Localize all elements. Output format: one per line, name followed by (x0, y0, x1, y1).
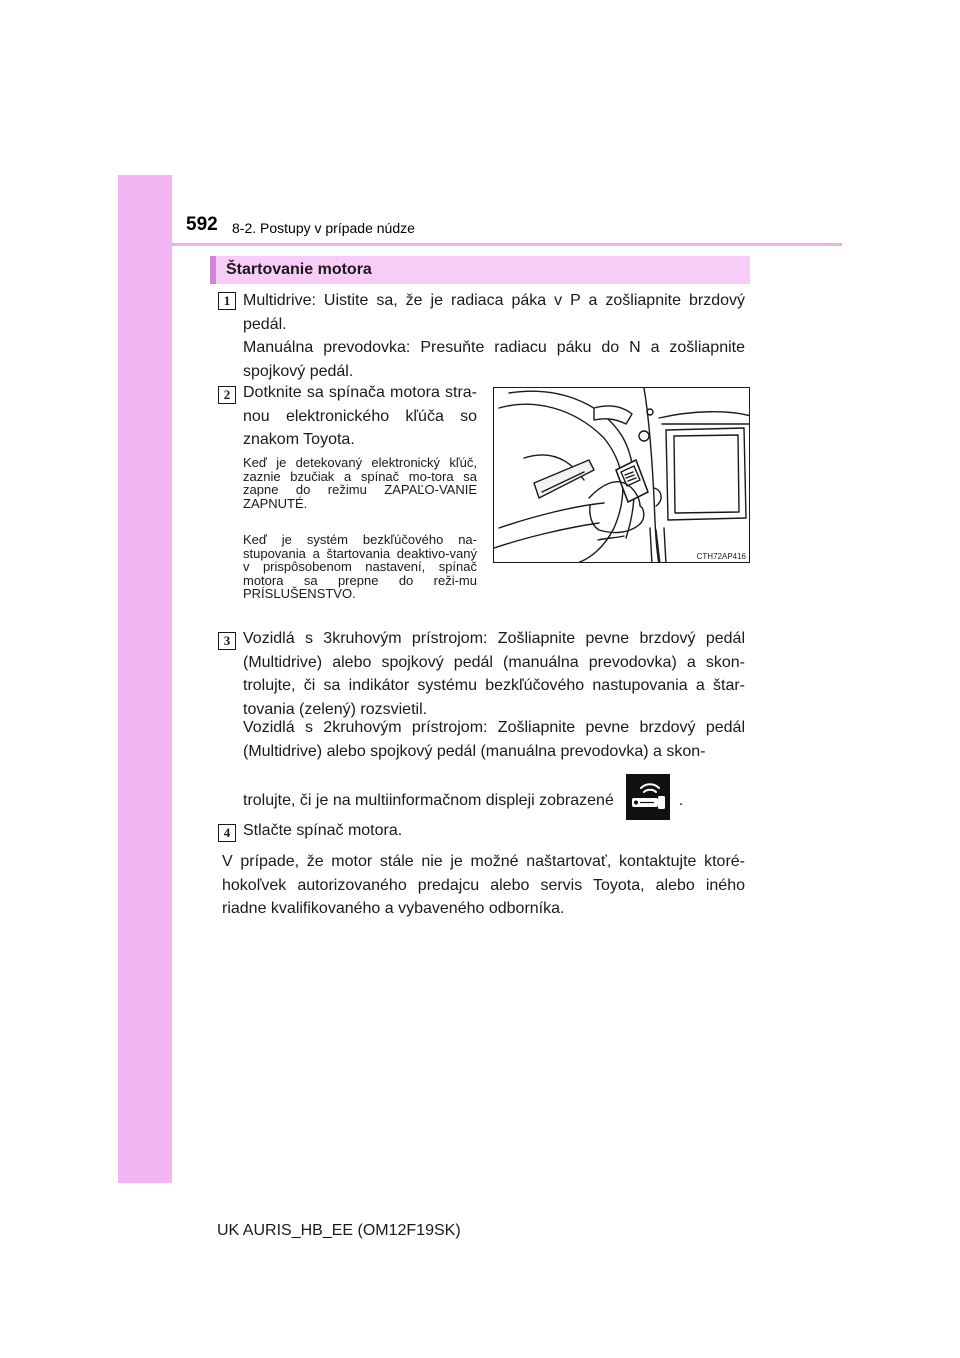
step-1-text-manual: Manuálna prevodovka: Presuňte radiacu páku do N a zošliapnite spojkový pedál. (243, 339, 745, 380)
step-1-text: Multidrive: Uistite sa, že je radiaca páka v P a zošliapnite brzdový pedál. (243, 292, 745, 333)
page-number: 592 (186, 214, 218, 235)
illustration-key-touch-engine-switch (493, 387, 750, 563)
step-4-text: Stlačte spínač motora. (243, 822, 403, 839)
step-3-text-2kruh-line: trolujte, či je na multiinformačnom displeji zobrazené (243, 792, 614, 810)
step-3-text-2kruh-end (243, 782, 745, 820)
closing-paragraph: V prípade, že motor stále nie je možné naštartovať, kontaktujte ktoré-hokoľvek autorizovaného predajcu alebo servis Toyota, alebo iného riadne kvalifikovaného a vybaveného odborníka. (222, 853, 745, 917)
steering-wheel-key-illustration (494, 388, 750, 563)
section-header (210, 256, 750, 284)
step-2-note-1: Keď je detekovaný elektronický kľúč, zaznie bzučiak a spínač mo-tora sa zapne do režimu ZAPAĽO-VANIE ZAPNUTÉ. (243, 455, 477, 511)
step-number-2: 2 (218, 386, 236, 404)
step-number-4: 4 (218, 824, 236, 842)
chapter-title: 8-2. Postupy v prípade núdze (232, 220, 415, 236)
section-title: Štartovanie motora (226, 261, 372, 278)
side-band (118, 175, 172, 1183)
step-3-text: Vozidlá s 3kruhovým prístrojom: Zošliapnite pevne brzdový pedál (Multidrive) alebo spojkový pedál (manuálna prevodovka) a skon-trolujte, či sa indikátor systému bezkľúčového nastupovania a štar-tovania (zelený) rozsvietil. (243, 630, 745, 718)
keyless-entry-indicator-icon (626, 774, 670, 820)
step-number-3: 3 (218, 632, 236, 650)
step-number-1: 1 (218, 292, 236, 310)
step-3-text-2kruh: Vozidlá s 2kruhovým prístrojom: Zošliapnite pevne brzdový pedál (Multidrive) alebo spojkový pedál (manuálna prevodovka) a skon- (243, 719, 745, 760)
header-rule (172, 243, 842, 246)
step-2-text: Dotknite sa spínača motora stra-nou elektronického kľúča so znakom Toyota. (243, 384, 477, 448)
footer-model-code: UK AURIS_HB_EE (OM12F19SK) (217, 1222, 461, 1239)
step-3-text-period: . (678, 792, 684, 810)
step-2-note-2: Keď je systém bezkľúčového na-stupovania a štartovania deaktivo-vaný v prispôsobenom nastavení, spínač motora sa prepne do reži-mu PRÍSLUŠENSTVO. (243, 532, 477, 601)
figure-code: CTH72AP416 (696, 552, 746, 561)
